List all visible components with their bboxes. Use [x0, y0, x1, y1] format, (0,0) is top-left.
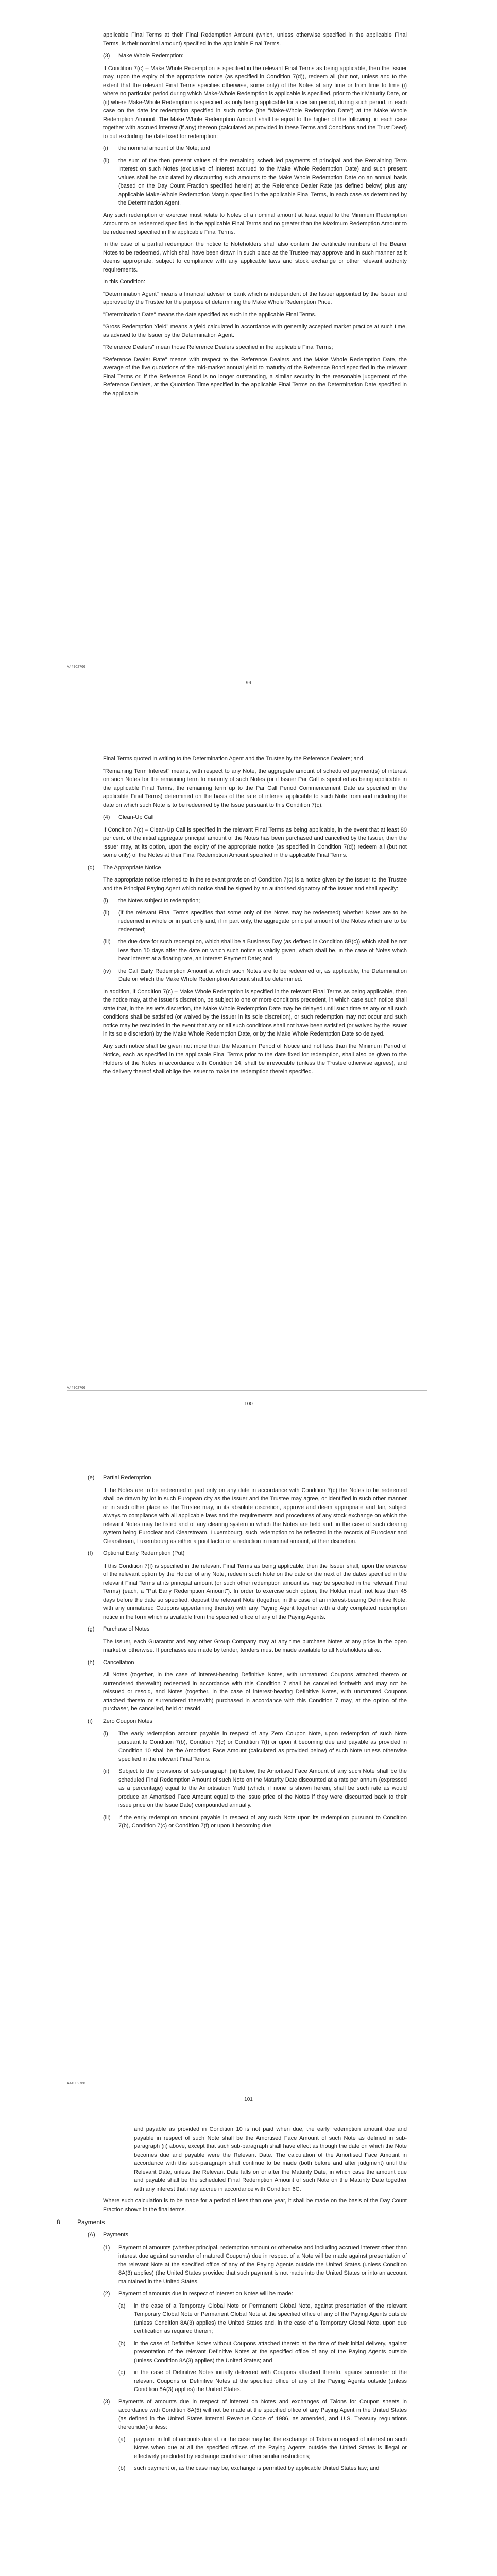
list-item: [118, 2368, 407, 2394]
list-item: [103, 1767, 407, 1810]
list-item-text: in the case of Definitive Notes without Coupons attached thereto at the time of their initial delivery, against presentation of the relevant Definitive Notes at the specified office of any of the Paying Agents outside (unless Condition 8A(3) applies) the United States; and: [134, 2340, 407, 2364]
list-item-label: (i): [103, 145, 108, 151]
paragraph: "Gross Redemption Yield" means a yield calculated in accordance with generally accepted market practice at such time, as advised to the Issuer by the Determination Agent.: [103, 324, 407, 338]
list-item-text: Payments of amounts due in respect of interest on Notes and exchanges of Talons for Coupon sheets in accordance with Condition 8A(5) will not be made at the specified office of any Paying Agent in the United States (as defined in the United States Internal Revenue Code of 1986, as amended, and U.S. Treasury regulations thereunder) unless:: [118, 2398, 407, 2430]
clause-label: (4): [103, 814, 110, 820]
list-item: [103, 144, 407, 153]
paragraph: "Reference Dealer Rate" means with respect to the Reference Dealers and the Make Whole Redemption Date, the average of the five quotations of the mid-market annual yield to maturity of the Reference Bond specified in the relevant Final Terms or, if the Reference Bond is no longer outstanding, a similar security in the reasonable judgement of the Reference Dealers, at the Quotation Time specified in the applicable Final Terms on the Determination Date specified in the applicable: [103, 356, 407, 397]
list-item: [103, 896, 407, 905]
list-item-text: If the early redemption amount payable in respect of any such Note upon its redemption pursuant to Condition 7(b), Condition 7(c) or Condition 7(f) or upon it becoming due: [118, 1814, 407, 1829]
page-number: 99: [245, 680, 252, 686]
subsection-heading: [88, 1549, 407, 1558]
subsection-heading: [88, 2231, 407, 2240]
page-divider: [67, 1390, 427, 1391]
paragraph: In the case of a partial redemption the notice to Noteholders shall also contain the certificate numbers of the Bearer Notes to be redeemed, which shall have been drawn in such place as the Trustee may approve and in such manner as it deems appropriate, subject to compliance with any applicable laws and stock exchange or other relevant authority requirements.: [103, 241, 407, 273]
paragraph: The appropriate notice referred to in the relevant provision of Condition 7(c) is a notice given by the Issuer to the Trustee and the Principal Paying Agent which notice shall be signed by an authorised signatory of the Issuer and shall specify:: [103, 877, 407, 892]
paragraph: "Remaining Term Interest" means, with respect to any Note, the aggregate amount of scheduled payment(s) of interest on such Notes for the remaining term to maturity of such Notes (or if Issuer Par Call is specified as being applicable in the applicable Final Terms, the remaining term up to the Par Call Period Commencement Date as specified in the applicable Final Terms) determined on the basis of the rate of interest applicable to such Note from and including the date on which such Note is to be redeemed by the Issue pursuant to this Condition 7(c).: [103, 768, 407, 808]
list-item-text: the Call Early Redemption Amount at which such Notes are to be redeemed or, as applicable, the Determination Date on which the Make Whole Redemption Amount shall be determined.: [118, 968, 407, 982]
list-item-text: Payment of amounts due in respect of interest on Notes will be made:: [118, 2291, 293, 2297]
subsection-heading: [88, 863, 407, 872]
list-item-label: (b): [118, 2465, 126, 2471]
paragraph: Any such redemption or exercise must relate to Notes of a nominal amount at least equal to the Minimum Redemption Amount to be redeemed specified in the applicable Final Terms and no greater than the Maximum Redemption Amount to be redeemed specified in the applicable Final Terms.: [103, 212, 407, 235]
subsection-heading: [88, 1473, 407, 1482]
list-item-text: Subject to the provisions of sub-paragraph (iii) below, the Amortised Face Amount of any such Note shall be the scheduled Final Redemption Amount of such Note on the Maturity Date discounted at a rate per annum (expressed as a percentage) equal to the Amortisation Yield (which, if none is shown herein, shall be such rate as would produce an Amortised Face Amount equal to the issue price of the Notes if they were discounted back to their issue price on the Issue Date) compounded annually.: [118, 1768, 407, 1808]
paragraph: If the Notes are to be redeemed in part only on any date in accordance with Condition 7(c) the Notes to be redeemed shall be drawn by lot in such European city as the Issuer and the Trustee may agree, or identified in such other manner or in such other place as the Trustee may, in its absolute discretion, approve and deem appropriate and fair, subject always to compliance with all applicable laws and the requirements and procedures of any stock exchange on which the relevant Notes may be listed and of any clearing system in which the Notes are held and, in the case of such clearing system being Euroclear and Clearstream, Luxembourg, such redemption to be reflected in the records of Euroclear and Clearstream, Luxembourg as either a pool factor or a reduction in nominal amount, at their discretion.: [103, 1487, 407, 1545]
list-item: [118, 2464, 407, 2473]
paragraph: If this Condition 7(f) is specified in the relevant Final Terms as being applicable, then the Issuer shall, upon the exercise of the relevant option by the Holder of any Note, redeem such Note on the date or the next of the dates specified in the relevant Final Terms at its principal amount (or such other redemption amount as may be specified in the relevant Final Terms) (each, a "Put Early Redemption Amount"). In order to exercise such option, the Holder must, not less than 45 days before the date so specified, deposit the relevant Note (together, in the case of an interest-bearing Definitive Note, with any unmatured Coupons appertaining thereto) with any Paying Agent together with a duly completed redemption notice in the form which is available from the specified office of any of the Paying Agents.: [103, 1563, 407, 1620]
subsection-title: Purchase of Notes: [103, 1626, 150, 1632]
list-item-text: The early redemption amount payable in respect of any Zero Coupon Note, upon redemption of such Note pursuant to Condition 7(b), Condition 7(c) or Condition 7(f) or upon it becoming due and payable as provided in Condition 10 shall be the Amortised Face Amount (calculated as provided below) of such Note unless otherwise specified in the relevant Final Terms.: [118, 1731, 407, 1762]
page-content: [88, 1473, 407, 1834]
section-number: 8: [57, 2218, 60, 2226]
clause-title: Clean-Up Call: [118, 814, 154, 820]
paragraph: Where such calculation is to be made for a period of less than one year, it shall be made on the basis of the Day Count Fraction shown in the final terms.: [103, 2198, 407, 2213]
subsection-title: The Appropriate Notice: [103, 864, 161, 871]
list-item-label: (i): [103, 897, 108, 904]
paragraph: The Issuer, each Guarantor and any other Group Company may at any time purchase Notes at any price in the open market or otherwise. If purchases are made by tender, tenders must be made available to all Noteholders alike.: [103, 1638, 407, 1653]
list-item-label: (a): [118, 2436, 126, 2443]
section-heading: [57, 2217, 407, 2227]
list-item: [103, 1730, 407, 1764]
subsection-heading: [88, 1625, 407, 1634]
list-item-text: Payment of amounts (whether principal, redemption amount or otherwise and including accrued interest other than interest due against surrender of matured Coupons) due in respect of a Note will be made against presentation of the relevant Note at the specified office of any of the Paying Agents outside the United States (unless Condition 8A(3) applies) (the United States provided that such payment is not made into the United States or into an account maintained in the United States.: [118, 2244, 407, 2285]
paragraph: Any such notice shall be given not more than the Maximum Period of Notice and not less than the Minimum Period of Notice, each as specified in the applicable Final Terms prior to the date fixed for redemption, shall also be given to the Holders of the Notes in accordance with Condition 14, shall be irrevocable (unless the Trustee otherwise agrees), and the delivery thereof shall oblige the Issuer to make the redemption therein specified.: [103, 1043, 407, 1075]
list-item-label: (iv): [103, 968, 111, 974]
list-item: [103, 2398, 407, 2432]
paragraph: applicable Final Terms at their Final Redemption Amount (which, unless otherwise specified in the applicable Final Terms, is their nominal amount) specified in the applicable Final Terms.: [103, 32, 407, 47]
page-number: 100: [244, 1401, 253, 1407]
section-title: Payments: [77, 2218, 105, 2226]
subsection-label: (d): [88, 864, 95, 871]
footer-reference: A44902766: [67, 1386, 85, 1390]
list-item: [103, 2290, 407, 2298]
page-content: [57, 2125, 407, 2477]
subsection-label: (A): [88, 2232, 95, 2238]
list-item-label: (3): [103, 2398, 110, 2405]
clause-heading: [103, 813, 407, 822]
list-item: [118, 2302, 407, 2336]
paragraph: If Condition 7(c) – Make Whole Redemption is specified in the relevant Final Terms as being applicable, then the Issuer may, upon the expiry of the appropriate notice (as specified in Condition 7(d)), redeem all (but not, unless and to the extent that the relevant Final Terms specifies otherwise, some only) of the Notes at any time or from time to time (i) where no particular period during which Make-Whole Redemption is applicable is specified, prior to their Maturity Date, or (ii) where Make-Whole Redemption is specified as only being applicable for a certain period, during such period, in each case on the date for redemption specified in such notice (the "Make-Whole Redemption Date") at the Make Whole Redemption Amount. The Make Whole Redemption Amount shall be equal to the higher of the following, in each case together with accrued interest (if any) thereon (calculated as provided in these Terms and Conditions and the Trust Deed) to but excluding the date fixed for redemption:: [103, 65, 407, 140]
subsection-label: (h): [88, 1659, 95, 1666]
list-item-label: (c): [118, 2369, 125, 2376]
subsection-title: Payments: [103, 2232, 128, 2238]
subsection-title: Optional Early Redemption (Put): [103, 1550, 185, 1556]
list-item-text: (if the relevant Final Terms specifies that some only of the Notes may be redeemed) whether Notes are to be redeemed in whole or in part only and, if in part only, the aggregate principal amount of the Notes which are to be redeemed;: [118, 909, 407, 933]
subsection-heading: [88, 1658, 407, 1667]
subsection-label: (f): [88, 1550, 93, 1556]
paragraph: "Reference Dealers" mean those Reference Dealers specified in the applicable Final Terms;: [103, 344, 333, 350]
list-item-label: (ii): [103, 1768, 110, 1774]
list-item-label: (b): [118, 2340, 126, 2347]
list-item: [103, 967, 407, 984]
list-item-label: (2): [103, 2291, 110, 2297]
subsection-title: Partial Redemption: [103, 1475, 151, 1481]
paragraph: "Determination Date" means the date specified as such in the applicable Final Terms.: [103, 311, 317, 318]
list-item-label: (iii): [103, 939, 111, 945]
footer-reference: A44902766: [67, 665, 85, 669]
list-item: [118, 2435, 407, 2461]
subsection-label: (e): [88, 1475, 95, 1481]
list-item-label: (1): [103, 2244, 110, 2251]
paragraph: Final Terms quoted in writing to the Determination Agent and the Trustee by the Reference Dealers; and: [103, 756, 363, 762]
clause-heading: [103, 52, 407, 60]
paragraph: "Determination Agent" means a financial adviser or bank which is independent of the Issuer appointed by the Issuer and approved by the Trustee for the purpose of determining the Make Whole Redemption Price.: [103, 291, 407, 306]
page-content: [88, 755, 407, 1080]
page-content: [103, 31, 407, 401]
list-item: [103, 157, 407, 208]
list-item: [103, 938, 407, 963]
subsection-label: (g): [88, 1626, 95, 1632]
footer-reference: A44902766: [67, 2082, 85, 2086]
subsection-title: Zero Coupon Notes: [103, 1718, 152, 1724]
list-item: [103, 1814, 407, 1831]
subsection-title: Cancellation: [103, 1659, 134, 1666]
list-item: [118, 2340, 407, 2365]
paragraph: In addition, if Condition 7(c) – Make Whole Redemption is specified in the relevant Final Terms as being applicable, then the notice may, at the Issuer's discretion, be subject to one or more conditions precedent, in which case such notice shall state that, in the Issuer's discretion, the Make Whole Redemption Date may be delayed until such time as any or all such conditions shall be satisfied (or waived by the Issuer in its sole discretion), or such redemption may not occur and such notice may be rescinded in the event that any or all such conditions shall not have been satisfied (or waived by the Issuer in its sole discretion) by the Make Whole Redemption Date, or by the Make Whole Redemption Date so delayed.: [103, 988, 407, 1037]
list-item-text: such payment or, as the case may be, exchange is permitted by applicable United States law; and: [134, 2465, 380, 2471]
list-item-text: in the case of Definitive Notes initially delivered with Coupons attached thereto, against surrender of the relevant Coupons or Definitive Notes at the specified office of any of the Paying Agents outside (unless Condition 8A(3) applies) the United States.: [134, 2369, 407, 2393]
list-item-label: (ii): [103, 157, 110, 164]
list-item-text: payment in full of amounts due at, or the case may be, the exchange of Talons in respect of interest on such Notes when due at all the specified offices of the Paying Agents outside the United States is illegal or effectively precluded by exchange controls or other similar restrictions;: [134, 2436, 407, 2460]
list-item-text: the due date for such redemption, which shall be a Business Day (as defined in Condition 8B(c)) which shall be not less than 10 days after the date on which such notice is validly given, which shall be, in the case of Notes which bear interest at a floating rate, an Interest Payment Date; and: [118, 939, 407, 962]
list-item-label: (i): [103, 1731, 108, 1737]
clause-label: (3): [103, 53, 110, 59]
page-number: 101: [244, 2097, 253, 2103]
list-item-text: the sum of the then present values of the remaining scheduled payments of principal and the Remaining Term Interest on such Notes (exclusive of interest accrued to the Make Whole Redemption Date) and such present values shall be calculated by discounting such amounts to the Make Whole Redemption Date on an annual basis (based on the Day Count Fraction specified herein) at the Reference Dealer Rate (as defined below) plus any applicable Make-Whole Redemption Margin specified in the applicable Final Terms, in each case as determined by the Determination Agent.: [118, 157, 407, 206]
paragraph: In this Condition:: [103, 279, 145, 285]
paragraph: All Notes (together, in the case of interest-bearing Definitive Notes, with unmatured Coupons attached thereto or surrendered therewith) redeemed in accordance with this Condition 7 shall be cancelled forthwith and may not be reissued or resold, and Notes (together, in the case of interest-bearing Definitive Notes, with unmatured Coupons attached thereto or surrendered therewith) purchased in accordance with this Condition 7 may, at the option of the purchaser, be cancelled, held or resold.: [103, 1672, 407, 1712]
list-item-text: the nominal amount of the Note; and: [118, 145, 210, 151]
subsection-label: (i): [88, 1718, 93, 1724]
list-item-text: the Notes subject to redemption;: [118, 897, 200, 904]
list-item: [103, 909, 407, 935]
list-item: [103, 2244, 407, 2286]
list-item-label: (a): [118, 2302, 126, 2309]
paragraph: and payable as provided in Condition 10 is not paid when due, the early redemption amount due and payable in respect of such Note shall be the Amortised Face Amount of such Note as defined in sub-paragraph (ii) above, except that such sub-paragraph shall have effect as though the date on which the Note becomes due and payable were the Relevant Date. The calculation of the Amortised Face Amount in accordance with this sub-paragraph shall continue to be made (both before and after judgment) until the Relevant Date, unless the Relevant Date falls on or after the Maturity Date, in which case the amount due and payable shall be the scheduled Final Redemption Amount of such Note on the Maturity Date together with any interest that may accrue in accordance with Condition 6C.: [134, 2126, 407, 2192]
list-item-text: in the case of a Temporary Global Note or Permanent Global Note, against presentation of the relevant Temporary Global Note or Permanent Global Note at the specified office of any of the Paying Agents outside (unless Condition 8A(3) applies) the United States and, in the case of a Temporary Global Note, upon due certification as required therein;: [134, 2302, 407, 2334]
paragraph: If Condition 7(c) – Clean-Up Call is specified in the relevant Final Terms as being applicable, in the event that at least 80 per cent. of the initial aggregate principal amount of the Notes has been purchased and cancelled by the Issuer, then the Issuer may, at its option, upon the expiry of the appropriate notice (as specified in Condition 7(d)) redeem all (but not some only) of the Notes at their Final Redemption Amount specified in the applicable Final Terms.: [103, 826, 407, 858]
list-item-label: (iii): [103, 1814, 111, 1821]
subsection-heading: [88, 1717, 407, 1726]
list-item-label: (ii): [103, 909, 110, 916]
clause-title: Make Whole Redemption:: [118, 53, 184, 59]
